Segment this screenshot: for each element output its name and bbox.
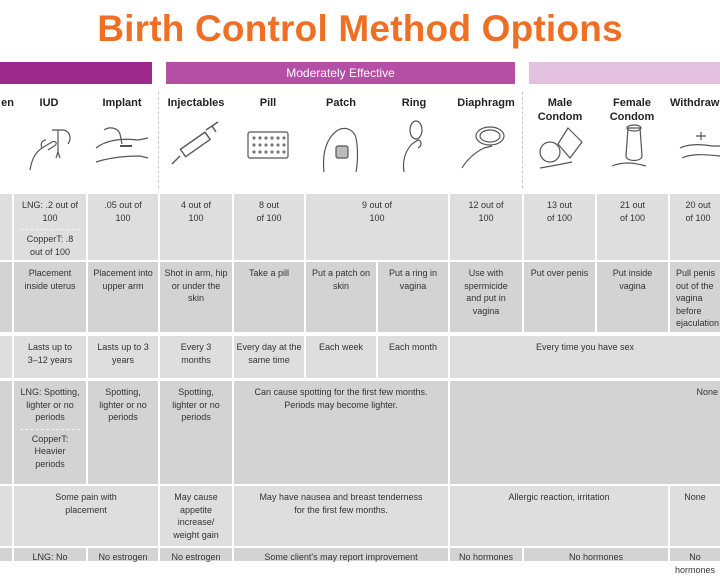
pill-pack-icon (244, 118, 292, 174)
ring-icon (390, 118, 440, 174)
cell-effectiveness-withdrawal (670, 194, 720, 260)
cell-use-diaphragm (450, 262, 522, 332)
text-diaphragm-use: Use with spermicide and put in vagina (464, 268, 508, 316)
text-barrier-duration: Every time you have sex (535, 342, 635, 352)
text-iud-other: LNG: No (32, 552, 68, 562)
band-most-effective (0, 62, 152, 84)
cell-duration-implant (88, 336, 158, 378)
male-condom-icon (532, 118, 588, 174)
cell-duration-sterilization (0, 336, 12, 378)
col-head-female-condom: Female Condom (609, 97, 655, 123)
text-barrier-side-effects: Allergic reaction, irritation (508, 492, 610, 502)
col-head-diaphragm: Diaphragm (457, 97, 515, 109)
text-iud-lng: LNG: .2 out of 100 (21, 200, 79, 223)
text-iud-copper: CopperT: .8 out of 100 (20, 229, 80, 258)
cell-use-sterilization (0, 262, 12, 332)
text-implant-effectiveness: .05 out of 100 (104, 200, 142, 223)
text-male-condom-effectiveness: 13 out of 100 (546, 200, 573, 223)
band-moderately-effective: Moderately Effective (166, 62, 515, 84)
text-patch-ring-effectiveness: 9 out of 100 (361, 200, 393, 223)
cell-side-effects-hormonal (234, 486, 448, 546)
cell-side-effects-sterilization (0, 486, 12, 546)
cell-use-injectables (160, 262, 232, 332)
text-withdrawal-side-effects: None (684, 492, 706, 502)
text-condoms-other: No hormones (568, 552, 624, 562)
cell-side-effects-injectables (160, 486, 232, 546)
diaphragm-icon (458, 118, 514, 174)
cell-effectiveness-male-condom (524, 194, 595, 260)
text-implant-duration: Lasts up to 3 years (97, 342, 149, 365)
text-implant-use: Placement into upper arm (93, 268, 153, 291)
cell-effectiveness-patch-ring (306, 194, 448, 260)
cell-effectiveness-female-condom (597, 194, 668, 260)
group-separator (522, 92, 523, 188)
text-injectables-duration: Every 3 months (180, 342, 212, 365)
cell-use-female-condom (597, 262, 668, 332)
text-implant-other: No estrogen (98, 552, 148, 562)
patch-icon (314, 118, 368, 174)
text-hormonal-other: Some client's may report improvement (264, 552, 418, 562)
col-head-injectables: Injectables (167, 97, 225, 109)
cell-bleeding-hormonal (234, 381, 448, 484)
text-withdrawal-other: No hormones (674, 552, 716, 575)
cell-duration-barrier (450, 336, 720, 378)
cell-other-diaphragm (450, 548, 522, 561)
text-pill-effectiveness: 8 out of 100 (256, 200, 282, 223)
text-implant-bleeding: Spotting, lighter or no periods (99, 387, 147, 422)
cell-use-iud (14, 262, 86, 332)
text-injectables-side-effects: May cause appetite increase/ weight gain (173, 492, 219, 540)
text-diaphragm-effectiveness: 12 out of 100 (468, 200, 504, 223)
cell-effectiveness-pill (234, 194, 304, 260)
syringe-icon (166, 118, 226, 174)
cell-use-patch (306, 262, 376, 332)
cell-other-withdrawal (670, 548, 720, 575)
text-male-condom-use: Put over penis (530, 268, 589, 278)
col-head-iud: IUD (39, 97, 59, 109)
cell-bleeding-iud (14, 381, 86, 484)
hand-iud-icon (22, 118, 78, 174)
cell-other-iud (14, 548, 86, 561)
text-hormonal-bleeding: Can cause spotting for the first few months. Periods may become lighter. (254, 387, 428, 410)
cell-other-hormonal (234, 548, 448, 561)
col-head-ring: Ring (401, 97, 427, 109)
cell-bleeding-sterilization (0, 381, 12, 484)
text-pill-duration: Every day at the same time (236, 342, 302, 365)
text-patch-use: Put a patch on skin (311, 268, 371, 291)
cell-bleeding-barrier (450, 381, 720, 484)
cell-use-implant (88, 262, 158, 332)
col-head-withdrawal: Withdraw (670, 97, 720, 109)
text-hormonal-side-effects: May have nausea and breast tenderness for the first few months. (259, 492, 423, 515)
text-iud-implant-side-effects: Some pain with placement (55, 492, 117, 515)
cell-duration-pill (234, 336, 304, 378)
cell-bleeding-implant (88, 381, 158, 484)
cell-effectiveness-iud (14, 194, 86, 260)
cell-effectiveness-implant (88, 194, 158, 260)
cell-effectiveness-diaphragm (450, 194, 522, 260)
cell-other-condoms (524, 548, 668, 561)
text-iud-copper-bleeding: CopperT: Heavier periods (20, 429, 80, 471)
text-female-condom-effectiveness: 21 out of 100 (619, 200, 646, 223)
female-condom-icon (606, 118, 660, 174)
text-iud-lng-bleeding: LNG: Spotting, lighter or no periods (20, 387, 80, 422)
col-head-sterilization: en (1, 97, 14, 109)
cell-duration-injectables (160, 336, 232, 378)
text-injectables-other: No estrogen (171, 552, 221, 562)
cell-side-effects-iud-implant (14, 486, 158, 546)
cell-other-sterilization (0, 548, 12, 561)
cell-effectiveness-sterilization (0, 194, 12, 260)
group-separator (158, 92, 159, 188)
cell-other-implant (88, 548, 158, 561)
text-patch-duration: Each week (318, 342, 364, 352)
cell-side-effects-barrier (450, 486, 668, 546)
cell-duration-patch (306, 336, 376, 378)
col-head-patch: Patch (326, 97, 356, 109)
text-barrier-bleeding: None (696, 387, 718, 397)
text-injectables-use: Shot in arm, hip or under the skin (164, 268, 228, 303)
text-ring-use: Put a ring in vagina (388, 268, 438, 291)
cell-side-effects-withdrawal (670, 486, 720, 546)
text-injectables-effectiveness: 4 out of 100 (180, 200, 212, 223)
arm-implant-icon (92, 118, 152, 174)
col-head-pill: Pill (259, 97, 277, 109)
page-title: Birth Control Method Options (97, 8, 623, 49)
cell-duration-iud (14, 336, 86, 378)
text-injectables-bleeding: Spotting, lighter or no periods (172, 387, 220, 422)
cell-bleeding-injectables (160, 381, 232, 484)
band-least-effective (529, 62, 720, 84)
cell-other-injectables (160, 548, 232, 561)
withdrawal-icon (676, 118, 720, 174)
text-iud-use: Placement inside uterus (24, 268, 76, 291)
cell-use-withdrawal (670, 262, 720, 332)
col-head-implant: Implant (102, 97, 142, 109)
text-withdrawal-use: Pull penis out of the vagina before ejaculation (676, 268, 720, 328)
text-female-condom-use: Put inside vagina (612, 268, 653, 291)
text-pill-use: Take a pill (248, 268, 290, 278)
cell-effectiveness-injectables (160, 194, 232, 260)
text-diaphragm-other: No hormones (458, 552, 514, 562)
cell-use-male-condom (524, 262, 595, 332)
text-ring-duration: Each month (388, 342, 438, 352)
text-withdrawal-effectiveness: 20 out of 100 (685, 200, 711, 223)
cell-use-pill (234, 262, 304, 332)
cell-duration-ring (378, 336, 448, 378)
text-iud-duration: Lasts up to 3–12 years (27, 342, 73, 365)
col-head-male-condom: Male Condom (537, 97, 583, 123)
cell-use-ring (378, 262, 448, 332)
